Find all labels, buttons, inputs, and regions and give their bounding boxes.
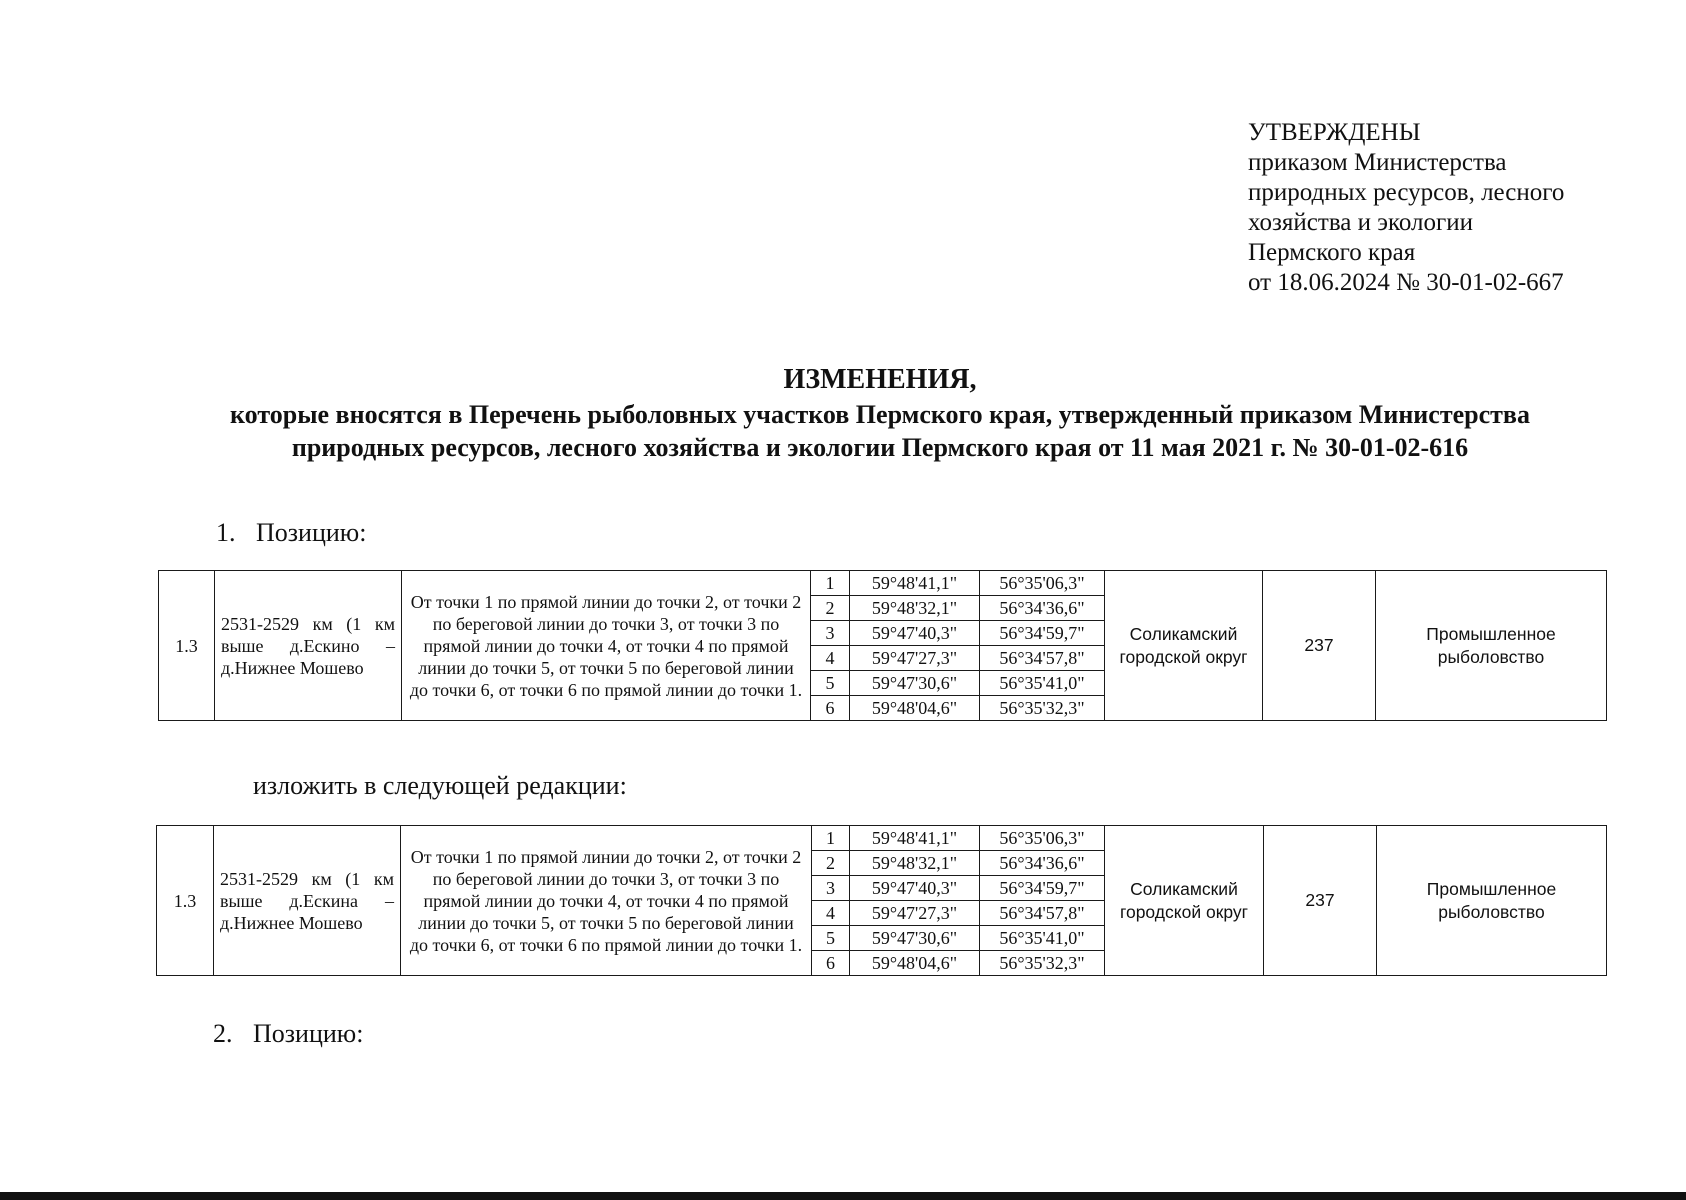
approval-block [1248,118,1648,298]
section-label: Позицию: [256,518,367,547]
point-number: 2 [811,596,850,621]
section-number: 2. [213,1019,233,1048]
longitude: 56°34'59,7" [980,621,1105,646]
position-number: 1.3 [159,571,215,721]
longitude: 56°35'41,0" [980,926,1105,951]
fishing-purpose: Промышленное рыболовство [1377,826,1607,976]
point-number: 4 [811,646,850,671]
point-number: 1 [812,826,850,851]
approval-heading: УТВЕРЖДЕНЫ [1248,119,1421,146]
point-number: 6 [812,951,850,976]
table-row [159,571,1607,596]
title-main: ИЗМЕНЕНИЯ, [783,364,977,395]
section-2-heading [213,1019,363,1049]
boundary-description: От точки 1 по прямой линии до точки 2, от точки 2 по береговой линии до точки 3, от точки 3 по прямой линии до точки 4, от точки 4 по прямой линии до точки 5, от точки 5 по береговой линии до точки 6, от точки 6 по прямой линии до точки 1. [401,826,812,976]
title-line-1: которые вносятся в Перечень рыболовных участков Пермского края, утвержденный приказом Министерства [230,400,1530,429]
boundary-description: От точки 1 по прямой линии до точки 2, от точки 2 по береговой линии до точки 3, от точки 3 по прямой линии до точки 4, от точки 4 по прямой линии до точки 5, от точки 5 по береговой линии до точки 6, от точки 6 по прямой линии до точки 1. [402,571,811,721]
revision-intro-text: изложить в следующей редакции: [253,771,627,800]
longitude: 56°34'59,7" [980,876,1105,901]
latitude: 59°48'41,1" [850,826,980,851]
position-table-new [156,825,1607,976]
point-number: 5 [812,926,850,951]
latitude: 59°48'04,6" [850,696,980,721]
site-name: 2531-2529 км (1 км выше д.Ескина – д.Нижнее Мошево [214,826,401,976]
latitude: 59°47'40,3" [850,876,980,901]
latitude: 59°47'27,3" [850,901,980,926]
latitude: 59°47'30,6" [850,671,980,696]
latitude: 59°47'27,3" [850,646,980,671]
latitude: 59°48'32,1" [850,851,980,876]
position-number: 1.3 [157,826,214,976]
point-number: 3 [811,621,850,646]
longitude: 56°35'32,3" [980,696,1105,721]
approval-date-number: от 18.06.2024 № 30-01-02-667 [1248,269,1564,296]
longitude: 56°34'36,6" [980,851,1105,876]
longitude: 56°34'36,6" [980,596,1105,621]
latitude: 59°47'40,3" [850,621,980,646]
longitude: 56°35'06,3" [980,571,1105,596]
site-name: 2531-2529 км (1 км выше д.Ескино – д.Нижнее Мошево [215,571,402,721]
fishing-purpose: Промышленное рыболовство [1376,571,1607,721]
approval-line: приказом Министерства [1248,149,1507,176]
point-number: 6 [811,696,850,721]
point-number: 4 [812,901,850,926]
point-number: 2 [812,851,850,876]
section-number: 1. [216,518,236,547]
longitude: 56°35'06,3" [980,826,1105,851]
document-title [100,362,1660,464]
scan-edge [0,1192,1686,1200]
approval-line: хозяйства и экологии [1248,209,1474,236]
approval-line: Пермского края [1248,239,1416,266]
position-table-old [158,570,1607,721]
section-label: Позицию: [253,1019,364,1048]
longitude: 56°35'41,0" [980,671,1105,696]
municipality: Соликамский городской округ [1105,826,1264,976]
approval-line: природных ресурсов, лесного [1248,179,1565,206]
site-code: 237 [1264,826,1377,976]
longitude: 56°35'32,3" [980,951,1105,976]
point-number: 1 [811,571,850,596]
longitude: 56°34'57,8" [980,646,1105,671]
table-row [157,826,1607,851]
latitude: 59°48'41,1" [850,571,980,596]
title-line-2: природных ресурсов, лесного хозяйства и экологии Пермского края от 11 мая 2021 г. № 30-01-02-616 [291,433,1469,462]
latitude: 59°47'30,6" [850,926,980,951]
point-number: 5 [811,671,850,696]
longitude: 56°34'57,8" [980,901,1105,926]
latitude: 59°48'04,6" [850,951,980,976]
latitude: 59°48'32,1" [850,596,980,621]
municipality: Соликамский городской округ [1105,571,1263,721]
section-1-heading [216,518,366,548]
site-code: 237 [1263,571,1376,721]
point-number: 3 [812,876,850,901]
